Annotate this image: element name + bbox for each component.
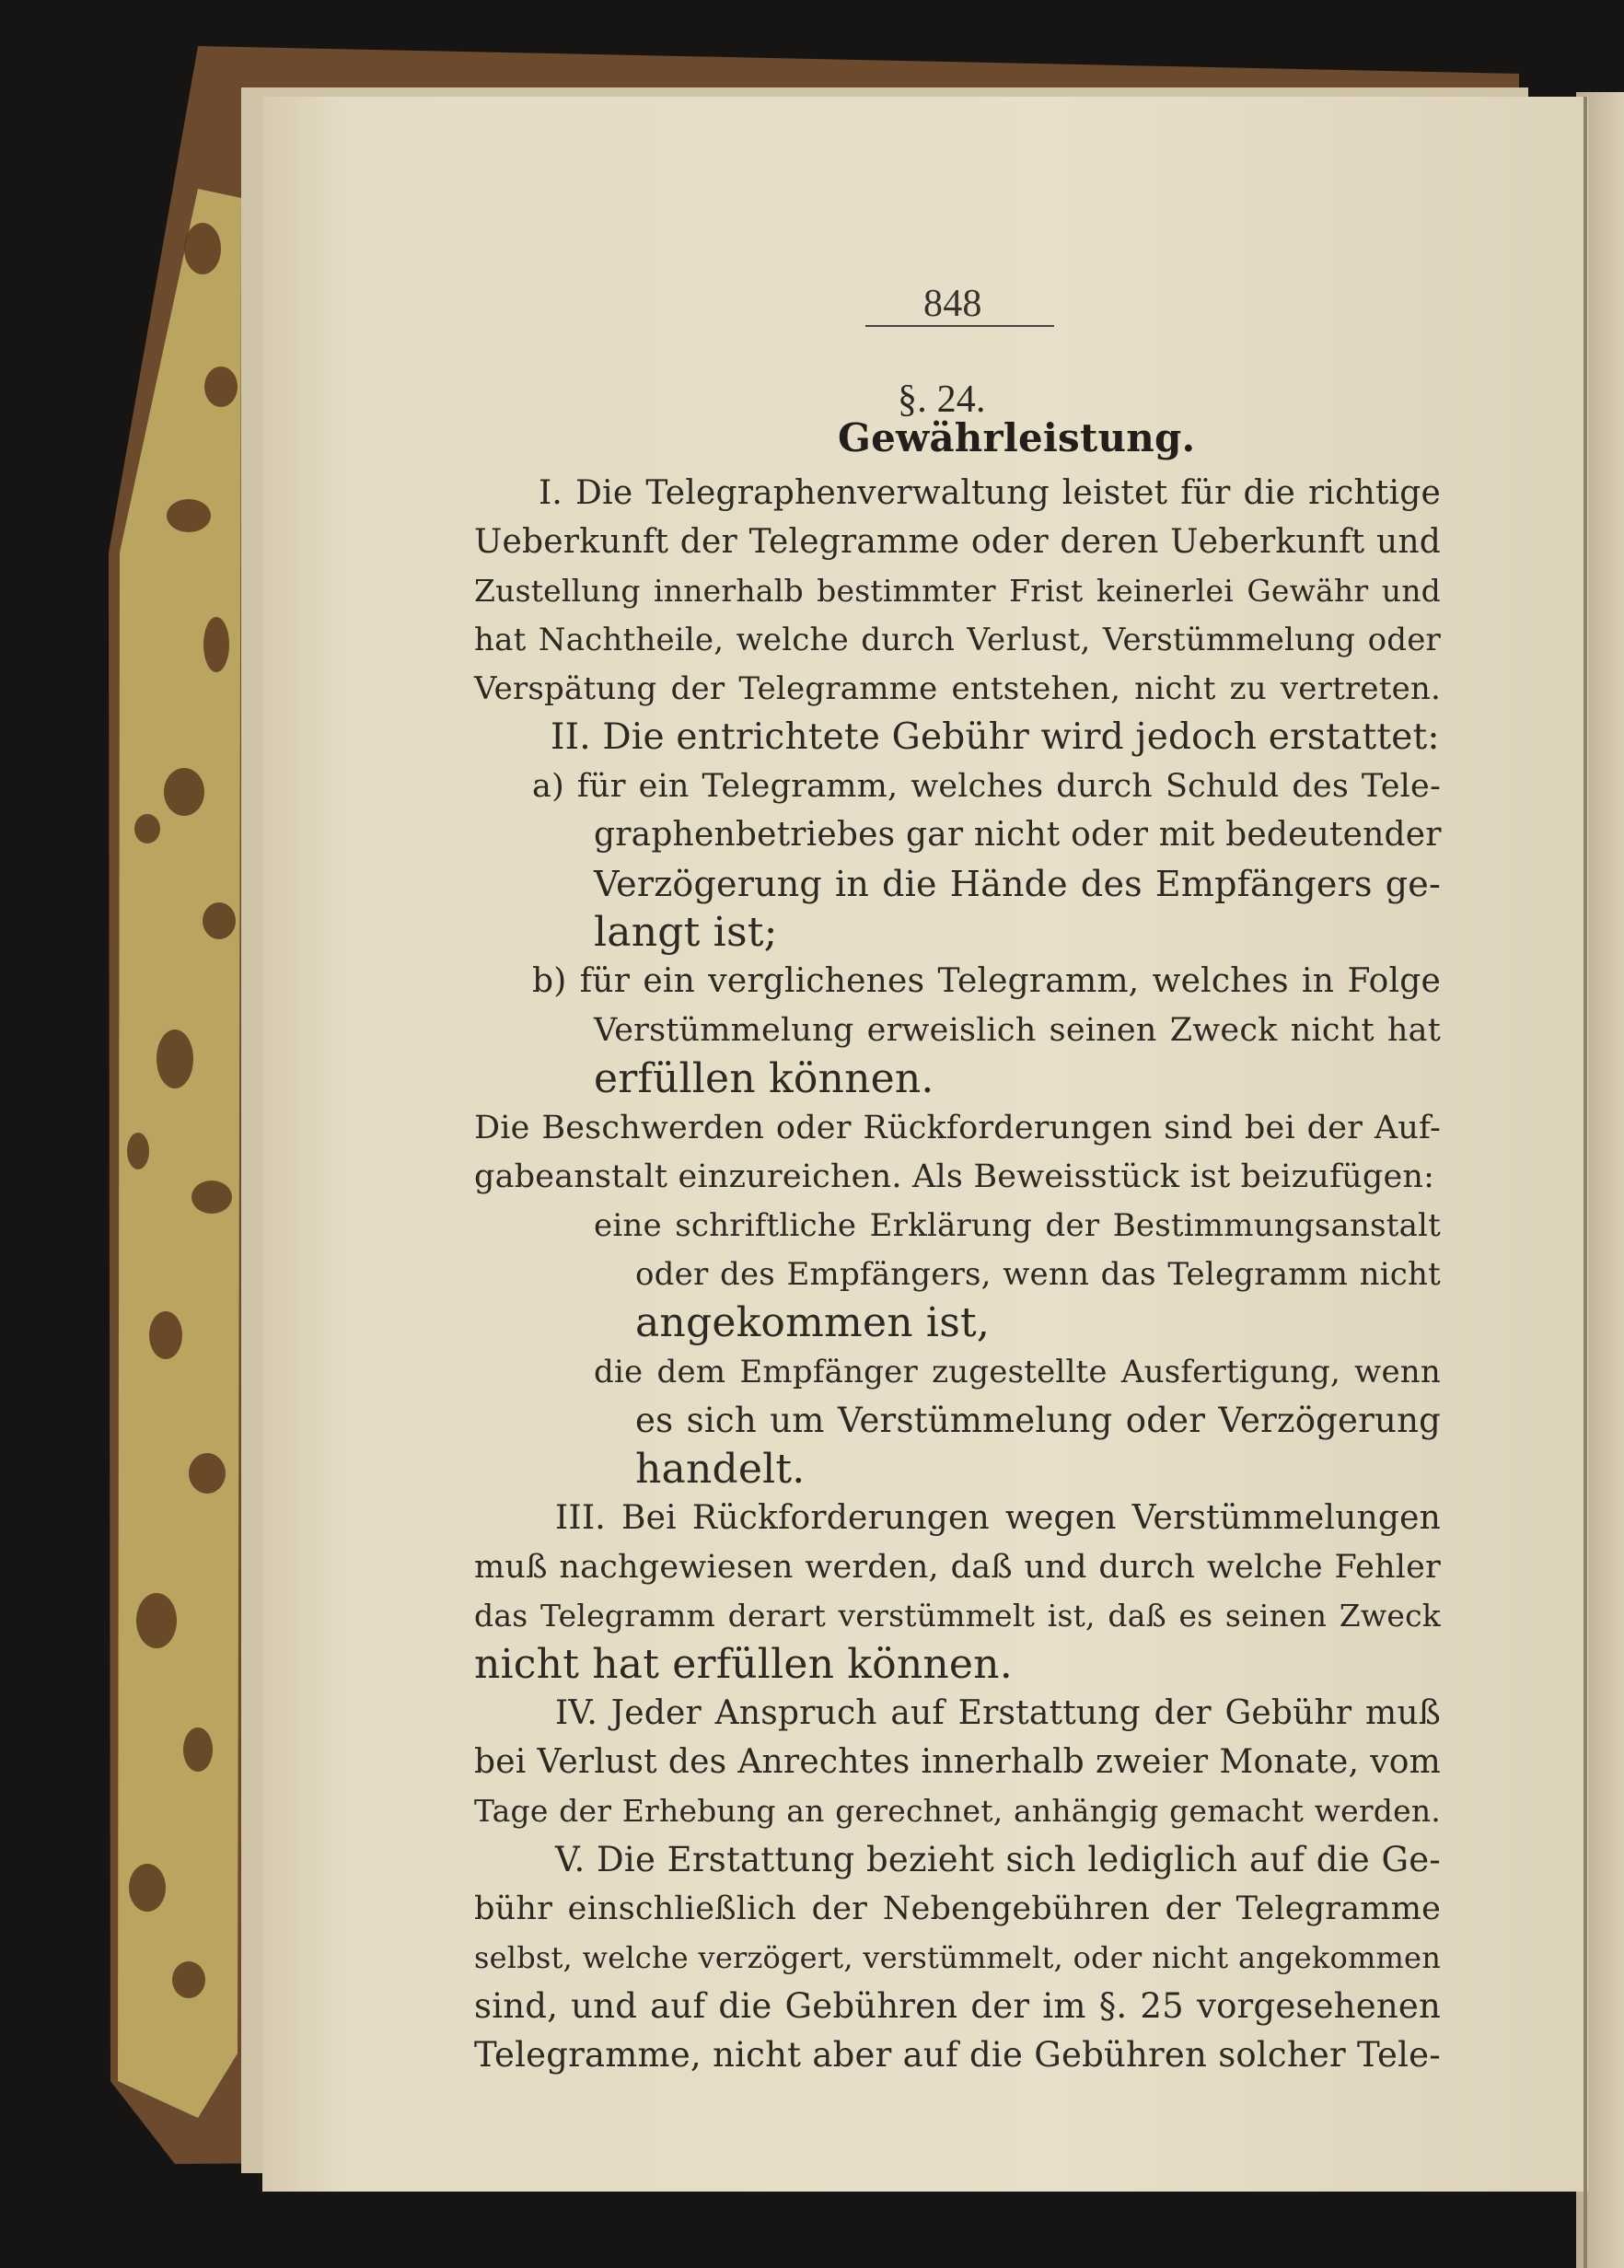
text-line: Die Beschwerden oder Rückforderungen sind bei der Auf- [474,1110,1441,1146]
text-line: hat Nachtheile, welche durch Verlust, Verstümmelung oder [474,622,1441,658]
text-line: Verzögerung in die Hände des Empfängers ge- [594,864,1441,904]
text-line: Zustellung innerhalb bestimmter Frist keinerlei Gewähr und [474,573,1441,609]
text-line: Verspätung der Telegramme entstehen, nicht zu vertreten. [474,670,1441,707]
text-line: bei Verlust des Anrechtes innerhalb zweier Monate, vom [474,1743,1441,1781]
text-line: V. Die Erstattung bezieht sich lediglich auf die Ge- [555,1840,1441,1879]
text-line: Ueberkunft der Telegramme oder deren Ueberkunft und [474,523,1441,561]
page-number: 848 [923,283,982,325]
text-line: Verstümmelung erweislich seinen Zweck nicht hat [594,1012,1441,1049]
text-line: Tage der Erhebung an gerechnet, anhängig gemacht werden. [474,1793,1441,1829]
text-line: nicht hat erfüllen können. [474,1641,1013,1688]
text-line: gabeanstalt einzureichen. Als Beweisstück ist beizufügen: [474,1158,1435,1195]
text-line: es sich um Verstümmelung oder Verzögerung [635,1401,1441,1440]
text-line: bühr einschließlich der Nebengebühren der Telegramme [474,1890,1441,1927]
text-line: erfüllen können. [594,1055,934,1102]
text-line: graphenbetriebes gar nicht oder mit bedeutender [594,816,1442,854]
text-line: das Telegramm derart verstümmelt ist, daß es seinen Zweck [474,1598,1441,1634]
text-line: b) für ein verglichenes Telegramm, welches in Folge [532,962,1441,1000]
text-line: I. Die Telegraphenverwaltung leistet für die richtige [539,474,1441,512]
page-number-rule [865,325,1054,327]
text-line: IV. Jeder Anspruch auf Erstattung der Gebühr muß [555,1694,1441,1732]
text-line: oder des Empfängers, wenn das Telegramm nicht [635,1256,1441,1293]
text-line: Telegramme, nicht aber auf die Gebühren solcher Tele- [474,2035,1441,2075]
text-line: angekommen ist, [635,1299,991,1346]
text-line: a) für ein Telegramm, welches durch Schuld des Tele- [532,768,1441,805]
text-line: sind, und auf die Gebühren der im §. 25 vorgesehenen [474,1986,1441,2026]
text-line: muß nachgewiesen werden, daß und durch welche Fehler [474,1549,1441,1586]
text-line: eine schriftliche Erklärung der Bestimmungsanstalt [594,1207,1441,1244]
text-line: langt ist; [594,909,778,956]
text-line: selbst, welche verzögert, verstümmelt, oder nicht angekommen [474,1940,1441,1975]
text-line: die dem Empfänger zugestellte Ausfertigung, wenn [594,1354,1441,1390]
text-line: handelt. [635,1446,806,1493]
section-title: Gewährleistung. [838,415,1196,460]
text-line: II. Die entrichtete Gebühr wird jedoch erstattet: [551,716,1440,758]
text-line: III. Bei Rückforderungen wegen Verstümmelungen [555,1499,1441,1537]
section-number: §. 24. [898,378,986,421]
